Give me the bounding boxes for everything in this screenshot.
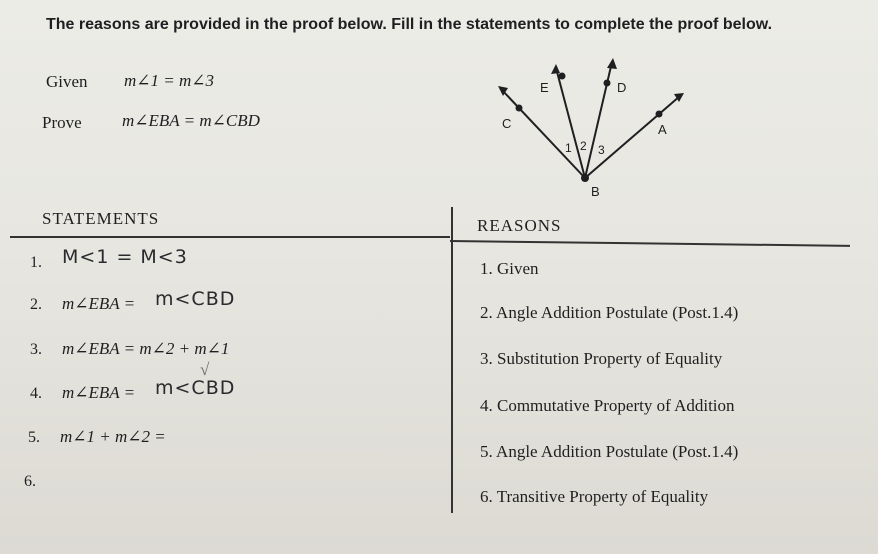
point-a: [656, 111, 663, 118]
point-d: [604, 80, 611, 87]
row-4-handwritten: m<CBD: [155, 377, 236, 399]
row-4-statement: m∠EBA =: [62, 383, 136, 402]
reasons-header: REASONS: [477, 216, 562, 235]
angle-label-1: 1: [565, 141, 572, 155]
row-2-statement: m∠EBA =: [62, 294, 136, 313]
row-6-number: 6.: [24, 473, 36, 490]
row-1-handwritten: M<1 = M<3: [62, 246, 188, 268]
label-e: E: [540, 80, 549, 95]
row-4-reason: 4. Commutative Property of Addition: [480, 396, 735, 415]
point-e: [559, 73, 566, 80]
row-3-statement: m∠EBA = m∠2 + m∠1: [62, 339, 230, 358]
row-6-reason: 6. Transitive Property of Equality: [480, 487, 709, 506]
statements-header: STATEMENTS: [42, 209, 160, 228]
row-5-number: 5.: [28, 429, 40, 446]
row-2-reason: 2. Angle Addition Postulate (Post.1.4): [480, 303, 739, 322]
row-2-number: 2.: [30, 296, 42, 313]
row-5-statement: m∠1 + m∠2 =: [60, 427, 166, 446]
table-column-divider: [451, 207, 453, 513]
given-statement: m∠1 = m∠3: [124, 71, 215, 90]
angle-label-2: 2: [580, 139, 587, 153]
prove-label: Prove: [42, 113, 82, 132]
checkmark-mark: √: [200, 360, 210, 379]
given-label: Given: [46, 72, 88, 91]
point-c: [516, 105, 523, 112]
label-b: B: [591, 184, 600, 199]
ray-bd: [585, 62, 612, 178]
prove-statement: m∠EBA = m∠CBD: [122, 111, 260, 130]
instructions-header: The reasons are provided in the proof below. Fill in the statements to complete the proof below.: [46, 16, 773, 33]
row-3-number: 3.: [30, 341, 42, 358]
point-b: [581, 174, 589, 182]
row-4-number: 4.: [30, 385, 42, 402]
label-c: C: [502, 116, 512, 131]
row-5-reason: 5. Angle Addition Postulate (Post.1.4): [480, 442, 739, 461]
label-d: D: [617, 80, 627, 95]
ray-ba: [585, 96, 680, 178]
label-a: A: [658, 122, 667, 137]
table-header-divider-left: [10, 236, 450, 238]
table-header-divider-right: [450, 240, 850, 247]
row-1-number: 1.: [30, 254, 42, 271]
arrow-d-icon: [607, 58, 617, 69]
angle-label-3: 3: [598, 143, 605, 157]
angle-diagram: [490, 50, 710, 210]
row-3-reason: 3. Substitution Property of Equality: [480, 349, 723, 368]
arrow-e-icon: [551, 64, 560, 74]
row-1-reason: 1. Given: [480, 259, 539, 278]
row-2-handwritten: m<CBD: [155, 288, 236, 310]
